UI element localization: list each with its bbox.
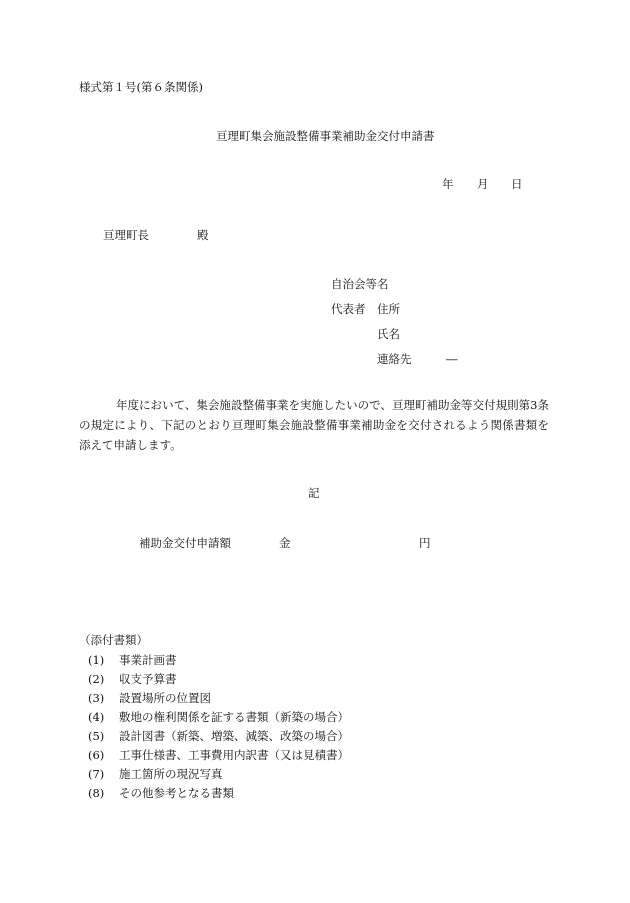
attachment-item — [88, 670, 177, 689]
contact-dash: ― — [446, 352, 458, 366]
attachment-num: (7) — [88, 767, 105, 781]
form-number: 様式第１号(第６条関係) — [79, 80, 203, 94]
name-label: 氏名 — [377, 327, 400, 341]
amount-prefix: 金 — [279, 536, 291, 550]
org-name-label: 自治会等名 — [331, 277, 389, 291]
date-month-label: 月 — [477, 177, 489, 191]
document-title: 亘理町集会施設整備事業補助金交付申請書 — [216, 129, 435, 143]
representative-label: 代表者 — [331, 302, 366, 316]
application-body-text: 年度において、集会施設整備事業を実施したいので、亘理町補助金等交付規則第3条の規定により、下記のとおり亘理町集会施設整備事業補助金を交付されるよう関係書類を添えて申請します。 — [79, 398, 549, 452]
addressee-honorific: 殿 — [197, 228, 209, 242]
attachment-item — [88, 765, 223, 784]
attachment-item — [88, 746, 349, 765]
date-year-label: 年 — [442, 177, 454, 191]
attachment-item — [88, 727, 349, 746]
application-body — [79, 395, 549, 455]
attachment-text: 収支予算書 — [119, 672, 177, 686]
attachment-item — [88, 651, 177, 670]
attachments-heading: （添付書類） — [79, 633, 148, 647]
attachment-text: 敷地の権利関係を証する書類（新築の場合） — [119, 710, 349, 724]
attachment-num: (5) — [88, 729, 105, 743]
address-label: 住所 — [377, 302, 400, 316]
attachment-text: 事業計画書 — [119, 653, 177, 667]
amount-label: 補助金交付申請額 — [139, 536, 231, 550]
attachment-text: 設計図書（新築、増築、減築、改築の場合） — [119, 729, 349, 743]
attachment-item — [88, 708, 349, 727]
attachment-text: その他参考となる書類 — [119, 786, 234, 800]
attachment-item — [88, 689, 211, 708]
contact-label: 連絡先 — [377, 352, 412, 366]
attachment-num: (6) — [88, 748, 105, 762]
attachment-num: (2) — [88, 672, 105, 686]
attachment-text: 施工箇所の現況写真 — [119, 767, 223, 781]
attachment-item — [88, 784, 234, 803]
attachment-text: 設置場所の位置図 — [119, 691, 211, 705]
amount-unit: 円 — [419, 536, 431, 550]
attachment-num: (3) — [88, 691, 105, 705]
attachment-num: (8) — [88, 786, 105, 800]
attachment-num: (1) — [88, 653, 105, 667]
attachment-num: (4) — [88, 710, 105, 724]
date-day-label: 日 — [511, 177, 523, 191]
attachment-text: 工事仕様書、工事費用内訳書（又は見積書） — [119, 748, 349, 762]
addressee-name: 亘理町長 — [103, 228, 149, 242]
ki-heading: 記 — [308, 486, 320, 500]
